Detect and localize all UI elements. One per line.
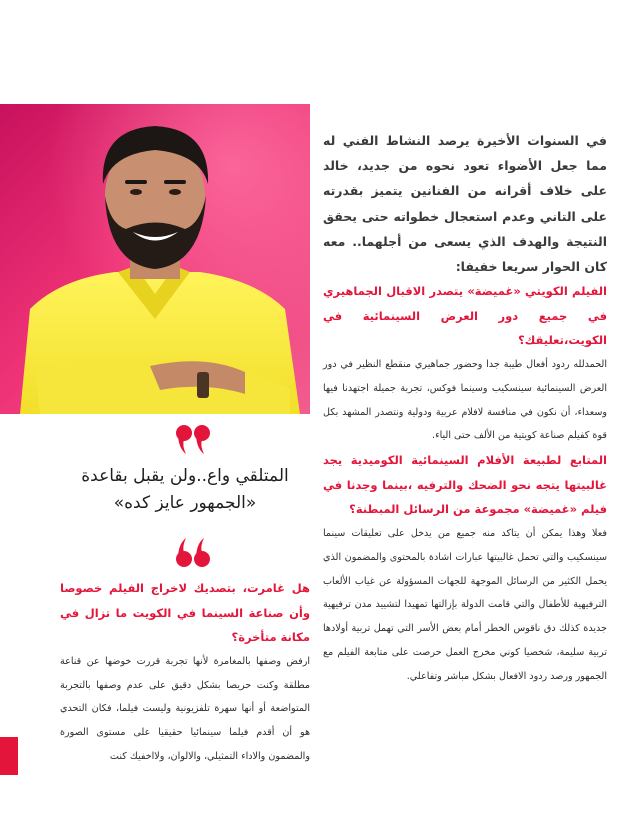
- quote-close-icon: [172, 532, 212, 572]
- portrait-illustration: [0, 104, 310, 414]
- answer-2: فعلا وهذا يمكن أن يتاكد منه جميع من يدخل على تعليقات سينما سينسكيب والتي تحمل غالبيتها عبارات اشادة بالمحتوى والمضمون الذي يحمل الكثير من الرسائل الموجهة للجهات المسؤولة عن غياب الألعاب الترفيهية للأطفال والتي قامت الدولة بإزالتها تمهيدا لتشييد مدن ترفيهية جديدة كذلك دق ناقوس الخطر أمام بعض الأسر التي تهمل تربية أولادها تربية سليمة، شخصيا كوني مخرج العمل حرصت على متابعة الفيلم مع الجمهور ورصد ردود الافعال بشكل مباشر وتفاعلي.: [323, 527, 607, 682]
- answer-1: الحمدلله ردود أفعال طيبة جدا وحضور جماهيري منقطع النظير في دور العرض السينمائية سينسكيب وسينما فوكس، تجربة جميلة اجتهدنا فيها وسعداء، أن نكون في منافسة لافلام عربية ودولية ونتصدر المشهد بكل قوة كفيلم صناعة كويتية من الألف حتى الياء.: [323, 359, 607, 442]
- interviewee-photo: [0, 104, 310, 414]
- article-left-column: [60, 576, 310, 769]
- question-2: المتابع لطبيعة الأفلام السينمائية الكوميدية يجد غالبيتها يتجه نحو الضحك والترفيه ،بينما وجدنا في فيلم «غميضة» مجموعة من الرسائل المبطنة؟: [323, 453, 607, 517]
- pull-quote: المتلقي واع..ولن يقبل بقاعدة «الجمهور عايز كده»: [81, 466, 289, 513]
- article-lead: في السنوات الأخيرة يرصد النشاط الفني له مما جعل الأضواء تعود نحوه من جديد، خالد على خلاف أقرانه من الفنانين يتميز بقدرته على التاني وعدم استعجال خطواته حتى يحقق النتيجة والهدف الذي يسعى من أجلهما.. معه كان الحوار سريعا خفيفا:: [323, 133, 607, 275]
- question-3: هل غامرت، بتصديك لاخراج الفيلم خصوصا وأن صناعة السينما في الكويت ما تزال في مكانة متأخرة؟: [60, 581, 310, 645]
- article-right-column: [323, 128, 607, 689]
- page-edge-tab: [0, 737, 18, 775]
- quote-open-icon: [172, 420, 212, 460]
- question-1: الفيلم الكويتي «غميضة» يتصدر الاقبال الجماهيري في جميع دور العرض السينمائية في الكويت،تعليقك؟: [323, 284, 607, 348]
- answer-3: ارفض وصفها بالمغامرة لأنها تجربة قررت خوضها عن قناعة مطلقة وكنت حريصا بشكل دقيق على عدم وصفها بالتجربة المتواضعة أو أنها سهرة تلفزيونية وليست فيلما، فكان التحدي هو أن أقدم فيلما سينمائيا حقيقيا على مستوى الصورة والمضمون والاداء التمثيلي، والالوان، ولااخفيك كنت: [60, 655, 310, 762]
